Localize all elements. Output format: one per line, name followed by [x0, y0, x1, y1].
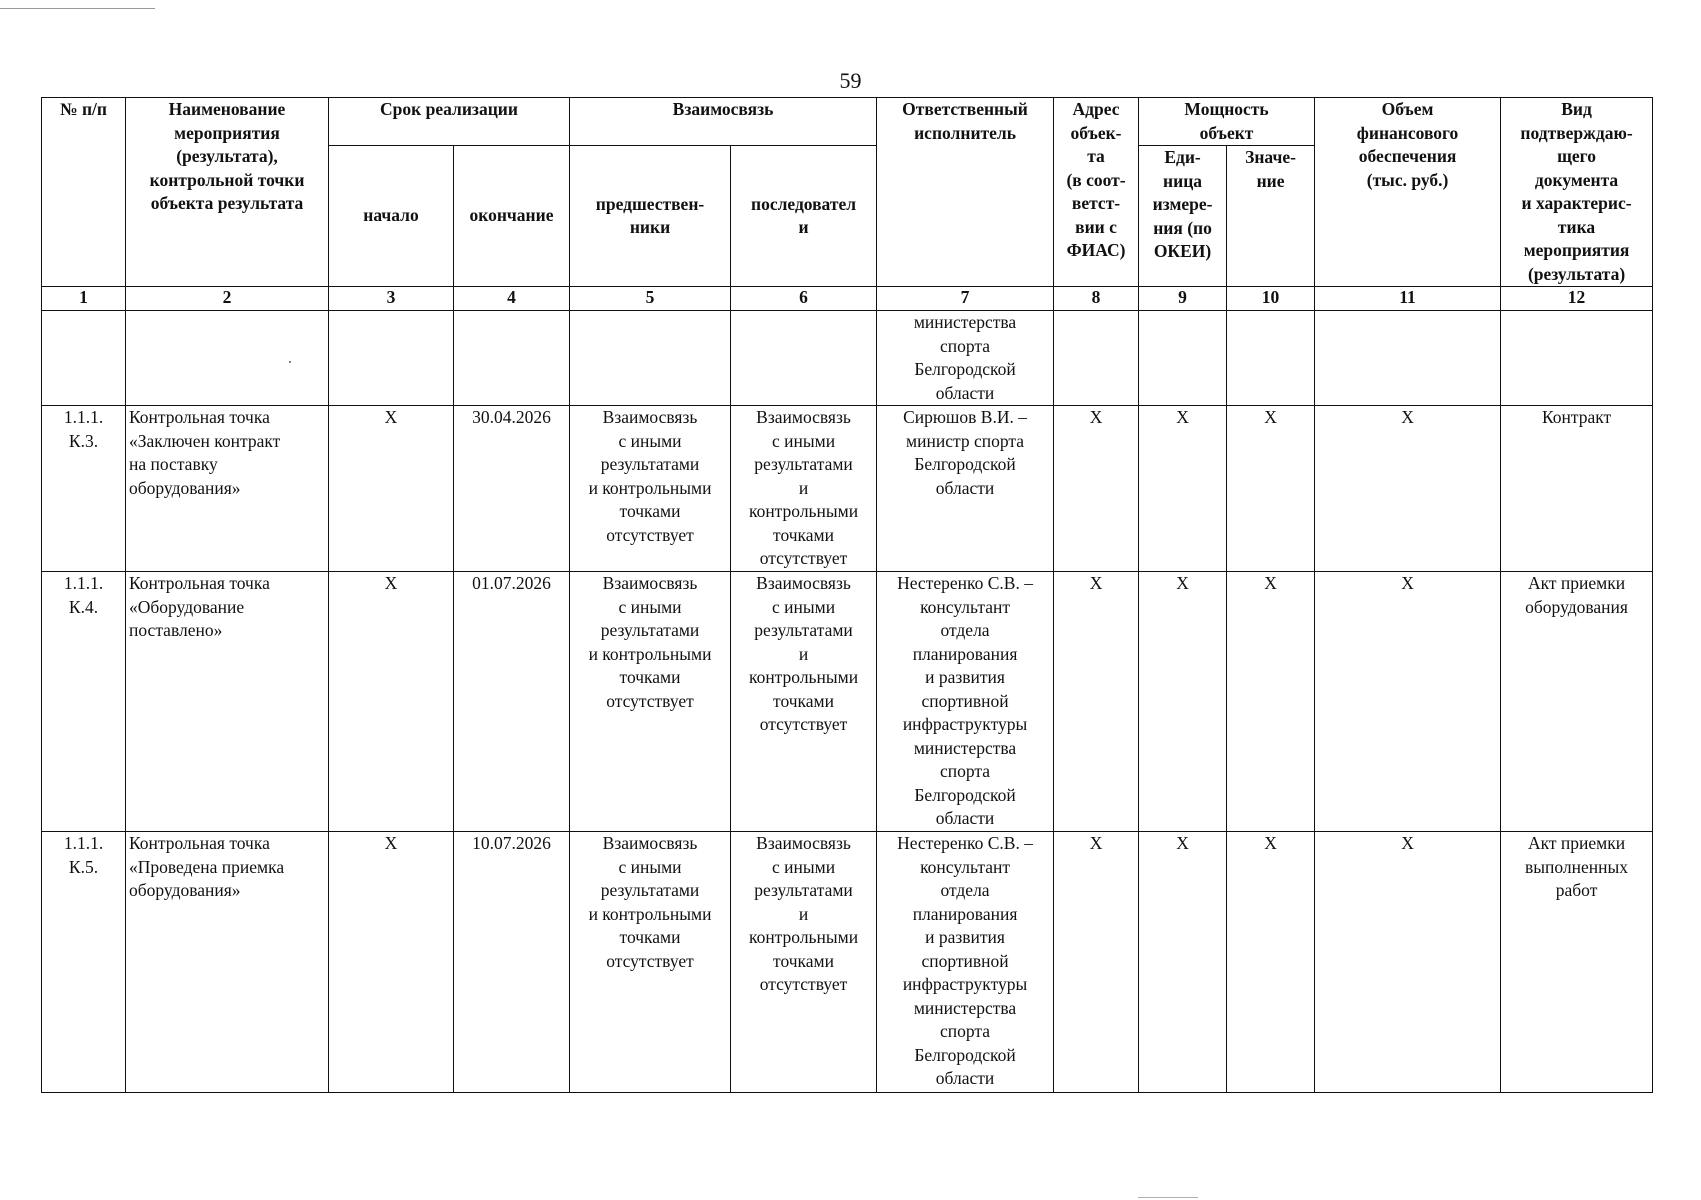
text-line: министерства — [913, 997, 1017, 1018]
text-line: «Проведена приемка — [129, 856, 285, 877]
header-capacity-value — [1227, 146, 1315, 287]
text-line: щего — [1557, 146, 1596, 166]
cell-name — [126, 406, 329, 572]
text-line: результатами — [754, 620, 853, 640]
cell-responsible — [877, 311, 1054, 406]
cell-value: X — [1227, 406, 1315, 572]
column-number-row — [42, 287, 1653, 311]
text-line: и — [798, 477, 809, 498]
text-line: и развития — [925, 667, 1005, 687]
column-number: 10 — [1227, 287, 1315, 311]
scan-edge-line — [0, 8, 155, 9]
text-line: министр спорта — [906, 430, 1025, 451]
text-line: Взаимосвязь — [756, 833, 851, 853]
text-line: инфраструктуры — [902, 974, 1028, 994]
text-line: предшествен- — [595, 193, 705, 214]
header-responsible — [877, 98, 1054, 287]
text-line: результатами — [600, 454, 700, 474]
cell-successors — [731, 832, 877, 1093]
text-line: отдела — [940, 880, 990, 900]
text-line: Контрольная точка — [129, 833, 270, 853]
text-line: спортивной — [921, 950, 1009, 971]
text-line: ФИАС) — [1066, 240, 1126, 260]
text-line: 1.1.1. — [63, 833, 104, 853]
text-line: министерства — [913, 312, 1017, 332]
text-line: отсутствует — [606, 524, 694, 545]
cell-responsible — [877, 406, 1054, 572]
cell-name — [126, 572, 329, 832]
text-line: спорта — [940, 335, 991, 356]
table-row-continuation — [42, 311, 1653, 406]
text-line: 1.1.1. — [63, 407, 104, 427]
cell-value: X — [1227, 572, 1315, 832]
column-number: 5 — [570, 287, 731, 311]
text-line: контрольными — [748, 667, 859, 687]
cell-unit: X — [1139, 572, 1227, 832]
text-line: (результата), — [176, 146, 278, 166]
text-line: Адрес — [1072, 99, 1120, 119]
text-line: с иными — [618, 430, 682, 451]
text-line: Контрольная точка — [129, 573, 270, 593]
text-line: Белгородской — [914, 1044, 1016, 1065]
text-line: и — [798, 217, 809, 238]
cell-number — [42, 406, 126, 572]
text-line: точками — [773, 950, 834, 971]
text-line: Нестеренко С.В. – — [897, 573, 1033, 593]
text-line: на поставку — [129, 454, 218, 474]
text-line: К.3. — [68, 430, 99, 451]
text-line: результатами — [754, 454, 853, 474]
text-line: последовател — [750, 193, 857, 214]
text-line: Белгородской — [914, 784, 1016, 805]
text-line: результатами — [754, 880, 853, 900]
text-line: отсутствует — [759, 548, 848, 568]
text-line: результатами — [600, 620, 700, 640]
text-line: та — [1087, 146, 1105, 166]
text-line: подтверждаю- — [1520, 122, 1633, 143]
text-line: контрольными — [748, 927, 859, 947]
text-line: отсутствует — [759, 974, 848, 994]
text-line: и характерис- — [1521, 193, 1632, 213]
text-line: Еди- — [1164, 147, 1201, 168]
text-line: точками — [619, 927, 681, 947]
text-line: ОКЕИ) — [1153, 241, 1212, 262]
page-number: 59 — [839, 68, 862, 93]
text-line: ветст- — [1071, 193, 1121, 213]
table-row — [42, 572, 1653, 832]
text-line: контрольными — [748, 501, 859, 521]
text-line: Взаимосвязь — [602, 573, 698, 593]
text-line: Взаимосвязь — [756, 573, 851, 593]
cell-finance: X — [1315, 406, 1501, 572]
text-line: спорта — [940, 761, 991, 781]
text-line: и контрольными — [588, 903, 712, 924]
text-line: (тыс. руб.) — [1366, 169, 1449, 190]
cell-document — [1501, 572, 1653, 832]
cell-finance: X — [1315, 572, 1501, 832]
text-line: министерства — [913, 737, 1017, 758]
cell-end: 01.07.2026 — [454, 572, 570, 832]
text-line: Сирюшов В.И. – — [903, 407, 1027, 427]
text-line: ния (по — [1153, 217, 1212, 238]
text-line: оборудования — [1525, 596, 1628, 617]
header-capacity — [1139, 98, 1315, 146]
text-line: Вид — [1561, 99, 1592, 119]
header-links-predecessors — [570, 146, 731, 287]
scan-speck — [289, 361, 291, 363]
header-address — [1054, 98, 1139, 287]
text-line: вии с — [1075, 216, 1117, 237]
column-number: 3 — [329, 287, 454, 311]
text-line: работ — [1555, 880, 1598, 900]
text-line: ники — [629, 217, 671, 238]
text-line: результатами — [600, 880, 700, 900]
text-line: Наименование — [168, 99, 286, 119]
text-line: ница — [1163, 170, 1203, 191]
text-line: тика — [1557, 216, 1596, 237]
cell-value: X — [1227, 832, 1315, 1093]
column-number: 2 — [126, 287, 329, 311]
text-line: точками — [619, 667, 681, 687]
cell-responsible — [877, 832, 1054, 1093]
text-line: и — [798, 643, 809, 664]
text-line: точками — [773, 524, 834, 545]
header-finance — [1315, 98, 1501, 287]
text-line: Белгородской — [914, 359, 1016, 379]
text-line: отсутствует — [606, 690, 694, 711]
header-period: Срок реализации — [329, 98, 570, 146]
text-line: Взаимосвязь — [602, 407, 698, 427]
text-line: инфраструктуры — [902, 714, 1028, 734]
cell-start: X — [329, 572, 454, 832]
text-line: (результата) — [1527, 263, 1626, 284]
cell-start: X — [329, 406, 454, 572]
text-line: мероприятия — [1523, 240, 1630, 260]
text-line: спортивной — [921, 690, 1009, 711]
text-line: мероприятия — [174, 122, 280, 143]
text-line: и контрольными — [588, 643, 712, 664]
text-line: планирования — [912, 643, 1018, 664]
text-line: с иными — [771, 856, 836, 877]
text-line: точками — [619, 501, 681, 521]
column-number: 9 — [1139, 287, 1227, 311]
text-line: Акт приемки — [1527, 573, 1626, 593]
text-line: точками — [773, 690, 834, 711]
cell-document — [1501, 406, 1653, 572]
plan-table — [41, 97, 1653, 1093]
text-line: спорта — [940, 1021, 991, 1041]
header-name — [126, 98, 329, 287]
cell-successors — [731, 572, 877, 832]
text-line: консультант — [920, 856, 1010, 877]
text-line: области — [935, 1068, 995, 1088]
text-line: поставлено» — [129, 620, 223, 640]
text-line: Ответственный — [902, 99, 1028, 119]
text-line: Нестеренко С.В. – — [897, 833, 1033, 853]
text-line: планирования — [912, 903, 1018, 924]
column-number: 1 — [42, 287, 126, 311]
cell-unit: X — [1139, 406, 1227, 572]
cell-end: 10.07.2026 — [454, 832, 570, 1093]
column-number: 7 — [877, 287, 1054, 311]
cell-predecessors — [570, 406, 731, 572]
text-line: документа — [1534, 169, 1619, 190]
text-line: измере- — [1152, 194, 1213, 215]
text-line: финансового — [1356, 122, 1459, 143]
column-number: 6 — [731, 287, 877, 311]
header-num: № п/п — [42, 98, 126, 287]
text-line: области — [935, 477, 995, 498]
scan-edge-line — [1138, 1197, 1198, 1198]
header-links: Взаимосвязь — [570, 98, 877, 146]
header-period-start: начало — [329, 146, 454, 287]
text-line: с иными — [771, 596, 836, 617]
text-line: и развития — [925, 927, 1005, 947]
text-line: объекта результата — [150, 193, 304, 213]
text-line: Взаимосвязь — [756, 407, 851, 427]
cell-end: 30.04.2026 — [454, 406, 570, 572]
cell-address: X — [1054, 572, 1139, 832]
text-line: консультант — [920, 596, 1010, 617]
cell-address: X — [1054, 832, 1139, 1093]
table-row — [42, 832, 1653, 1093]
text-line: «Заключен контракт — [129, 430, 281, 451]
text-line: с иными — [771, 430, 836, 451]
cell-number — [42, 572, 126, 832]
text-line: области — [935, 808, 995, 828]
text-line: области — [935, 382, 995, 403]
cell-responsible — [877, 572, 1054, 832]
text-line: 1.1.1. — [63, 573, 104, 593]
cell-name — [126, 832, 329, 1093]
text-line: (в соот- — [1066, 169, 1126, 190]
text-line: отсутствует — [606, 950, 694, 971]
table-row — [42, 406, 1653, 572]
text-line: Мощность — [1184, 99, 1269, 119]
cell-number — [42, 832, 126, 1093]
header-links-successors — [731, 146, 877, 287]
column-number: 12 — [1501, 287, 1653, 311]
text-line: «Оборудование — [129, 596, 245, 617]
column-number: 4 — [454, 287, 570, 311]
text-line: и — [798, 903, 809, 924]
header-document — [1501, 98, 1653, 287]
text-line: Акт приемки — [1527, 833, 1626, 853]
text-line: Контрольная точка — [129, 407, 270, 427]
cell-unit: X — [1139, 832, 1227, 1093]
text-line: исполнитель — [914, 122, 1016, 143]
cell-predecessors — [570, 572, 731, 832]
text-line: Белгородской — [914, 454, 1016, 474]
text-line: обеспечения — [1358, 146, 1457, 166]
text-line: с иными — [618, 856, 682, 877]
cell-finance: X — [1315, 832, 1501, 1093]
text-line: Объем — [1381, 99, 1434, 119]
cell-successors — [731, 406, 877, 572]
text-line: ние — [1256, 170, 1285, 191]
text-line: отдела — [940, 620, 990, 640]
text-line: оборудования» — [129, 477, 241, 498]
text-line: с иными — [618, 596, 682, 617]
text-line: Значе- — [1245, 147, 1296, 168]
header-row-top — [42, 98, 1653, 146]
header-period-end: окончание — [454, 146, 570, 287]
cell-document — [1501, 832, 1653, 1093]
text-line: К.5. — [68, 856, 99, 877]
text-line: объект — [1199, 122, 1254, 143]
column-number: 11 — [1315, 287, 1501, 311]
text-line: выполненных — [1525, 856, 1629, 877]
text-line: К.4. — [68, 596, 99, 617]
text-line: и контрольными — [588, 477, 712, 498]
text-line: объек- — [1070, 122, 1122, 143]
header-capacity-unit — [1139, 146, 1227, 287]
text-line: контрольной точки — [149, 169, 305, 190]
text-line: отсутствует — [759, 714, 848, 734]
cell-address: X — [1054, 406, 1139, 572]
text-line: Контракт — [1541, 407, 1612, 427]
text-line: Взаимосвязь — [602, 833, 698, 853]
column-number: 8 — [1054, 287, 1139, 311]
text-line: оборудования» — [129, 880, 241, 900]
cell-predecessors — [570, 832, 731, 1093]
cell-start: X — [329, 832, 454, 1093]
